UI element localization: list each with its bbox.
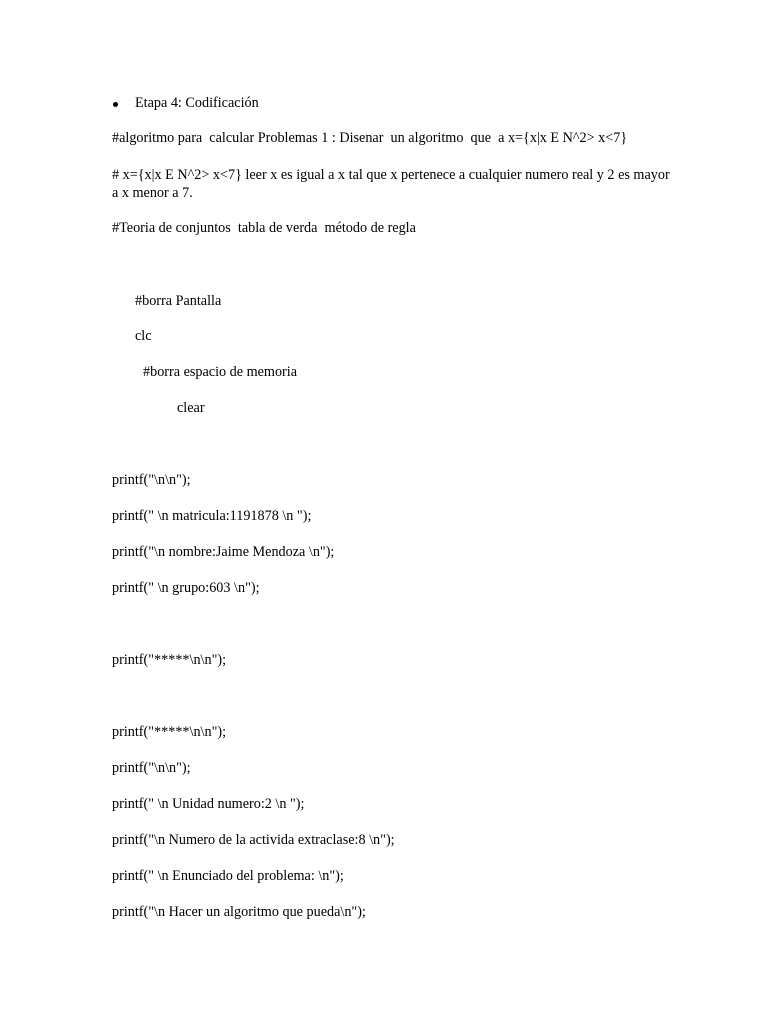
command-clear: clear xyxy=(177,400,205,416)
intro-line-1: #algoritmo para calcular Problemas 1 : Disenar un algoritmo que a x={x|x E N^2> x<7} xyxy=(112,130,628,146)
code-line: printf("\n\n"); xyxy=(112,760,191,776)
intro-line-2: # x={x|x E N^2> x<7} leer x es igual a x tal que x pertenece a cualquier numero real y 2 es mayor a x menor a 7. xyxy=(112,167,670,201)
code-line: printf("*****\n\n"); xyxy=(112,652,227,668)
code-line: printf("\n\n"); xyxy=(112,472,191,488)
code-line: printf("*****\n\n"); xyxy=(112,724,227,740)
code-line: printf("\n Numero de la activida extraclase:8 \n"); xyxy=(112,832,395,848)
bullet-icon xyxy=(113,102,118,107)
code-line: printf(" \n matricula:1191878 \n "); xyxy=(112,508,312,524)
code-line: printf("\n Hacer un algoritmo que pueda\n"); xyxy=(112,904,366,920)
section-heading: Etapa 4: Codificación xyxy=(135,95,259,111)
code-line: printf("\n nombre:Jaime Mendoza \n"); xyxy=(112,544,335,560)
code-line: printf(" \n Enunciado del problema: \n"); xyxy=(112,868,344,884)
comment-clear-memory: #borra espacio de memoria xyxy=(143,364,298,380)
comment-clear-screen: #borra Pantalla xyxy=(135,293,222,309)
intro-line-3: #Teoria de conjuntos tabla de verda método de regla xyxy=(112,220,416,236)
command-clc: clc xyxy=(135,328,152,344)
code-line: printf(" \n grupo:603 \n"); xyxy=(112,580,260,596)
code-line: printf(" \n Unidad numero:2 \n "); xyxy=(112,796,305,812)
